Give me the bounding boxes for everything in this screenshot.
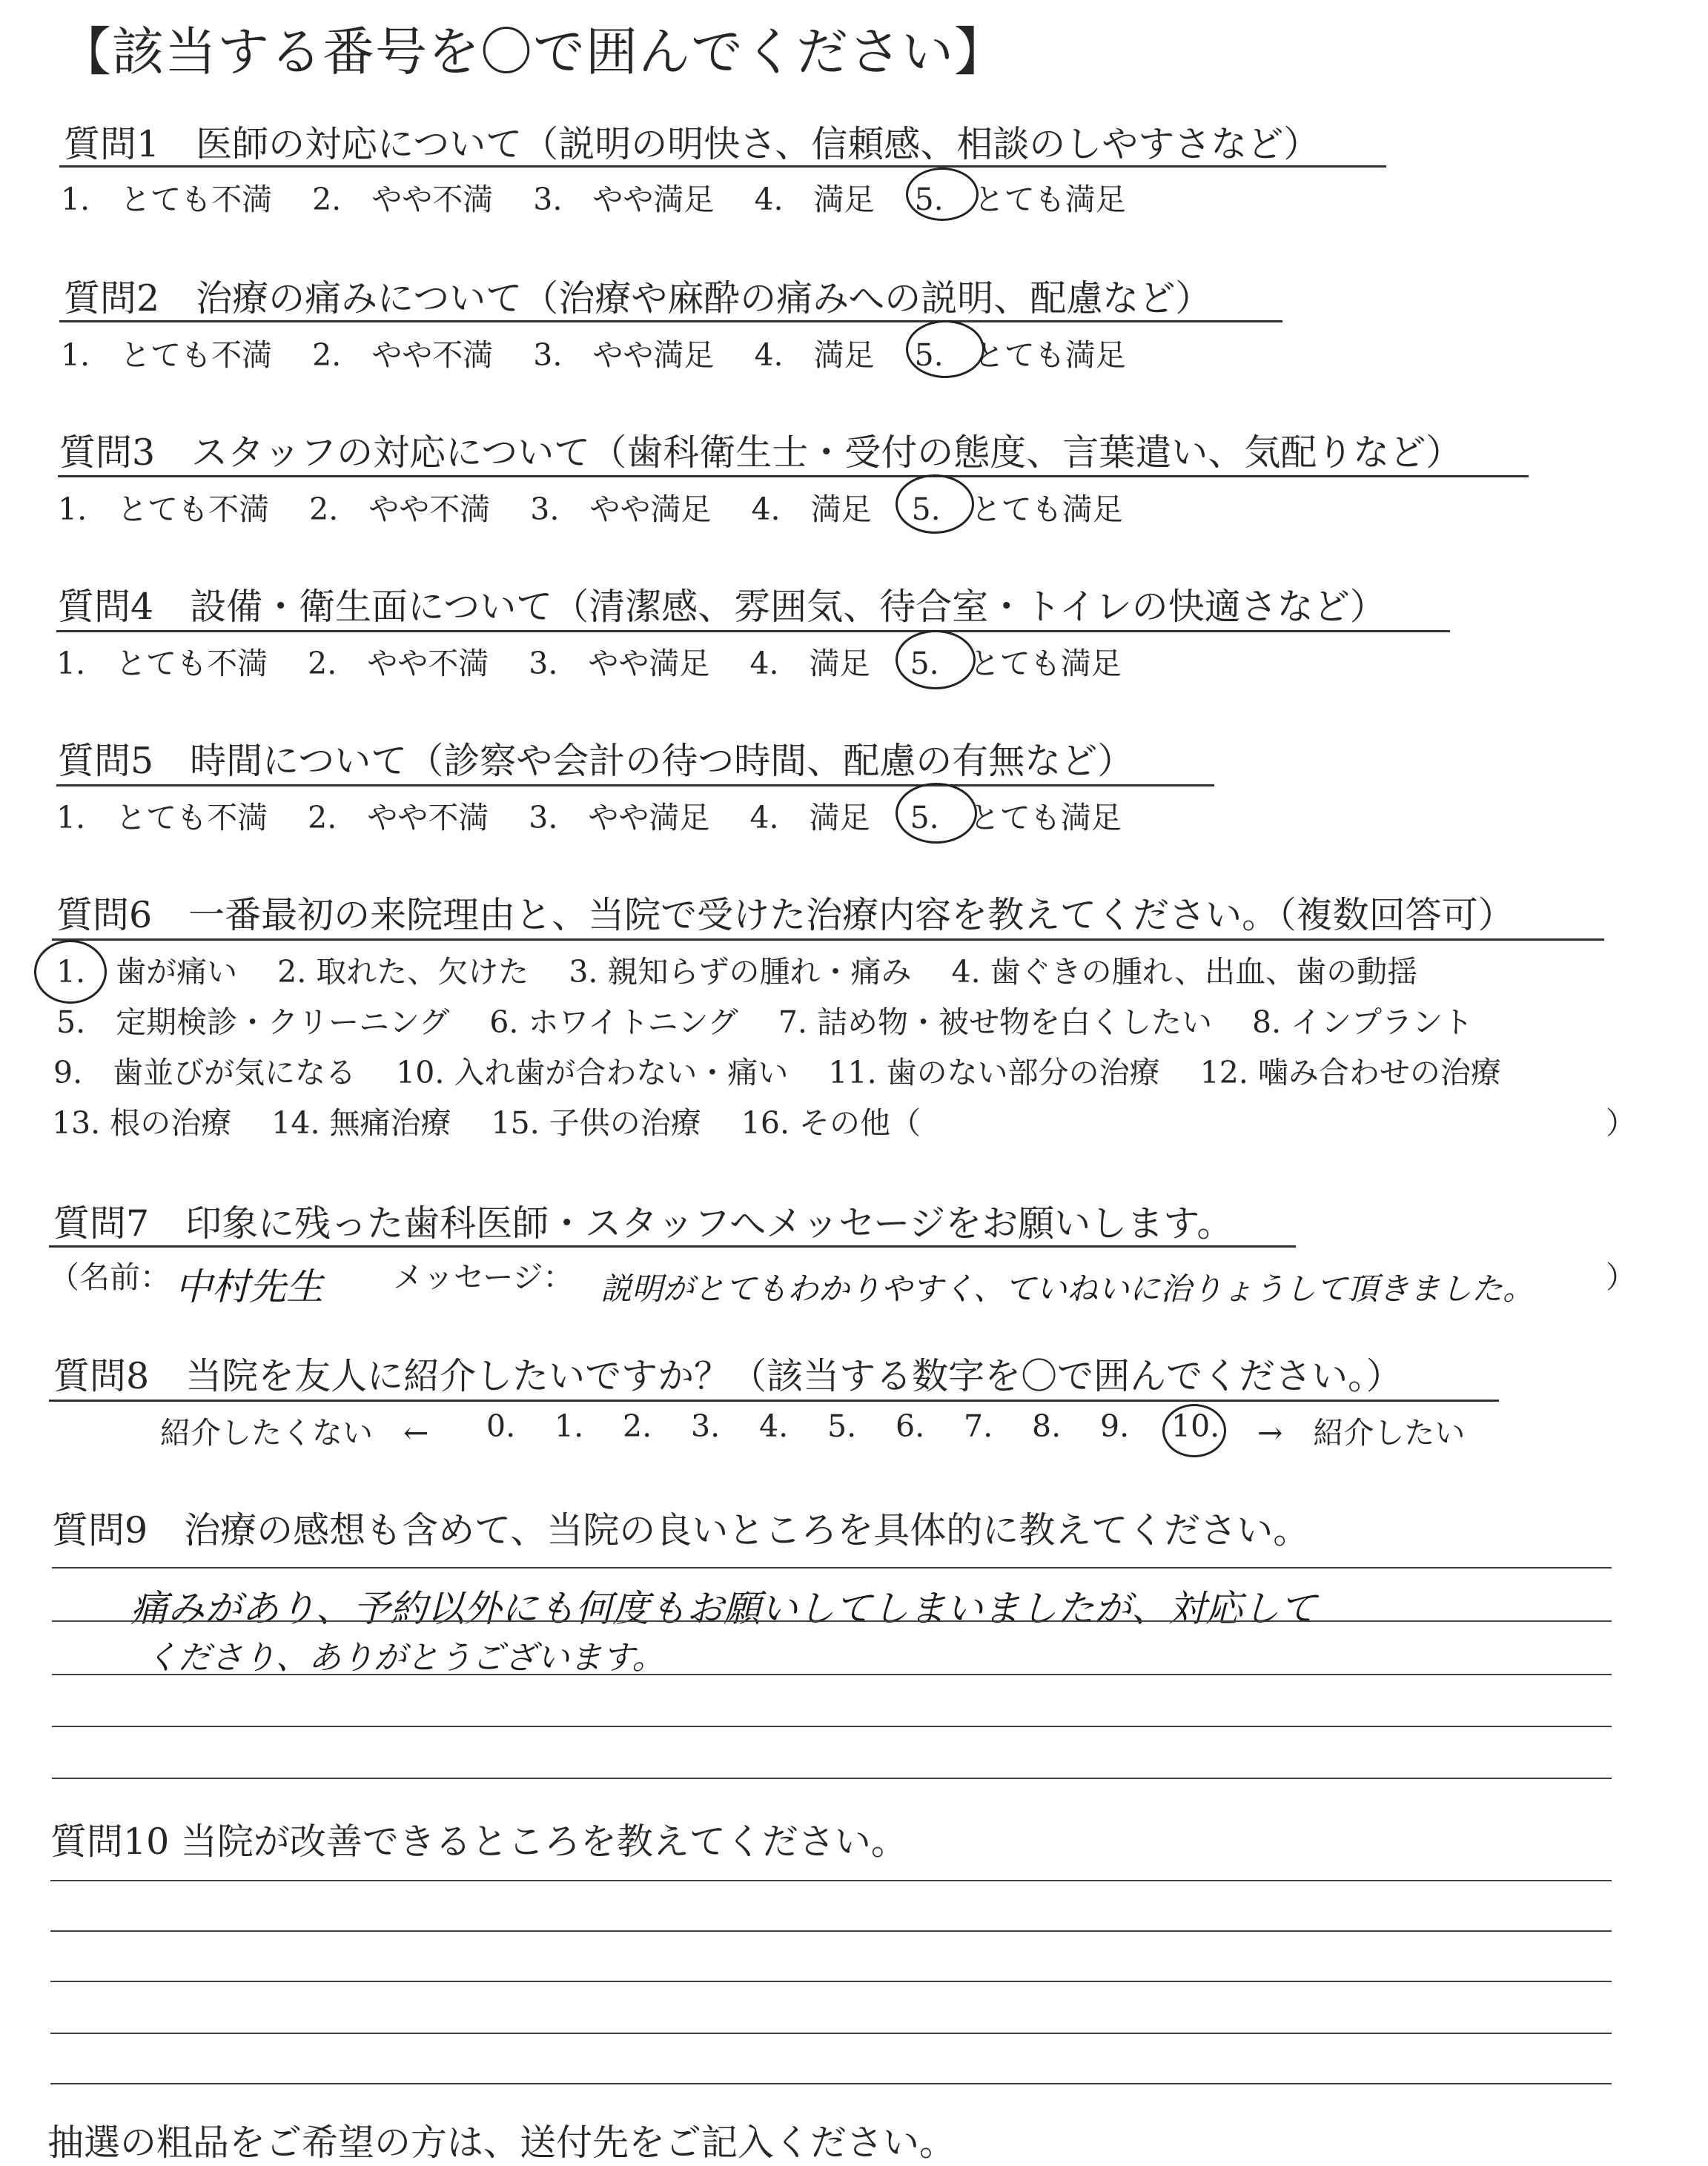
question-7-message-value: 説明がとてもわかりやすく、ていねいに治りょうして頂きました。 [600,1271,1535,1307]
question-1-underline [59,165,1386,168]
question-10-rule-2 [50,1930,1612,1932]
question-8-score-3: 3. [691,1408,721,1444]
question-8-score-9: 9. [1100,1408,1130,1444]
question-4-title: 質問4 設備・衛生面について（清潔感、雰囲気、待合室・トイレの快適さなど） [58,586,1386,628]
question-3-selected-circle [896,474,974,534]
question-5-options: 1. とても不満 2. やや不満 3. やや満足 4. 満足 5. とても満足 [56,800,1122,835]
question-7-underline [49,1245,1296,1248]
question-8-score-4: 4. [759,1408,789,1444]
question-6-option-line-3: 9. 歯並びが気になる 10. 入れ歯が合わない・痛い 11. 歯のない部分の治療 12. 噛み合わせの治療 [53,1055,1501,1090]
question-6-underline [52,938,1604,941]
question-6-option-line-4: 13. 根の治療 14. 無痛治療 15. 子供の治療 16. その他（ [52,1105,921,1141]
question-1-selected-circle [906,168,979,221]
question-7-name-label: （名前： [49,1259,171,1295]
question-7-message-label: メッセージ： [393,1259,574,1295]
question-10-rule-5 [50,2083,1612,2084]
question-9-rule-1 [52,1567,1612,1569]
question-8-score-1: 1. [555,1408,584,1444]
question-8-score-5: 5. [827,1408,857,1444]
question-9-rule-2 [52,1620,1612,1622]
question-2-underline [59,320,1282,322]
question-8-title: 質問8 当院を友人に紹介したいですか？（該当する数字を〇で囲んでください。） [53,1355,1403,1397]
footer-instruction: 抽選の粗品をご希望の方は、送付先をご記入ください。 [47,2122,956,2164]
question-9-rule-3 [52,1674,1612,1675]
question-9-answer-line-1: 痛みがあり、予約以外にも何度もお願いしてしまいましたが、対応して [130,1587,1317,1630]
question-8-selected-circle [1162,1404,1226,1457]
question-9-title: 質問9 治療の感想も含めて、当院の良いところを具体的に教えてください。 [52,1509,1310,1551]
question-8-score-6: 6. [896,1408,925,1444]
question-5-title: 質問5 時間について（診察や会計の待つ時間、配慮の有無など） [58,740,1134,782]
question-9-rule-5 [52,1778,1612,1779]
question-6-title: 質問6 一番最初の来院理由と、当院で受けた治療内容を教えてください。（複数回答可） [56,894,1515,936]
question-5-selected-circle [896,783,977,844]
question-8-right-label: → 紹介したい [1257,1415,1466,1451]
question-8-left-label: 紹介したくない ← [160,1415,429,1451]
question-3-options: 1. とても不満 2. やや不満 3. やや満足 4. 満足 5. とても満足 [58,491,1123,527]
question-4-selected-circle [896,630,976,689]
question-10-rule-3 [50,1981,1612,1982]
question-6-option-line-1: 1. 歯が痛い 2. 取れた、欠けた 3. 親知らずの腫れ・痛み 4. 歯ぐきの腫れ、出血、歯の動揺 [56,954,1418,990]
question-2-options: 1. とても不満 2. やや不満 3. やや満足 4. 満足 5. とても満足 [61,337,1126,373]
question-2-title: 質問2 治療の痛みについて（治療や麻酔の痛みへの説明、配慮など） [64,277,1212,319]
question-8-score-2: 2. [623,1408,652,1444]
question-8-score-10: 10. [1171,1408,1220,1444]
question-10-rule-1 [50,1880,1612,1881]
question-6-option-line-2: 5. 定期検診・クリーニング 6. ホワイトニング 7. 詰め物・被せ物を白くしたい 8. インプラント [56,1004,1474,1040]
question-8-score-8: 8. [1032,1408,1062,1444]
question-7-close-paren: ） [1606,1259,1636,1295]
question-8-score-7: 7. [964,1408,993,1444]
question-4-underline [56,630,1450,632]
question-10-rule-4 [50,2033,1612,2034]
question-3-underline [58,475,1529,477]
page-title: 【該当する番号を〇で囲んでください】 [59,21,1007,82]
question-6-other-close-paren: ） [1606,1105,1636,1141]
question-9-rule-4 [52,1726,1612,1727]
question-7-title: 質問7 印象に残った歯科医師・スタッフへメッセージをお願いします。 [53,1202,1234,1245]
question-1-title: 質問1 医師の対応について（説明の明快さ、信頼感、相談のしやすさなど） [64,123,1320,165]
question-6-selected-circle [34,940,107,1004]
question-8-underline [49,1400,1499,1402]
question-4-options: 1. とても不満 2. やや不満 3. やや満足 4. 満足 5. とても満足 [56,646,1122,681]
question-9-answer-line-2: くださり、ありがとうございます。 [145,1639,665,1677]
question-5-underline [56,784,1214,786]
question-2-selected-circle [906,320,984,378]
question-1-options: 1. とても不満 2. やや不満 3. やや満足 4. 満足 5. とても満足 [61,182,1126,217]
question-3-title: 質問3 スタッフの対応について（歯科衛生士・受付の態度、言葉遣い、気配りなど） [59,431,1463,474]
question-10-title: 質問10 当院が改善できるところを教えてください。 [50,1821,907,1863]
question-7-name-value: 中村先生 [175,1265,323,1308]
question-8-score-0: 0. [486,1408,516,1444]
